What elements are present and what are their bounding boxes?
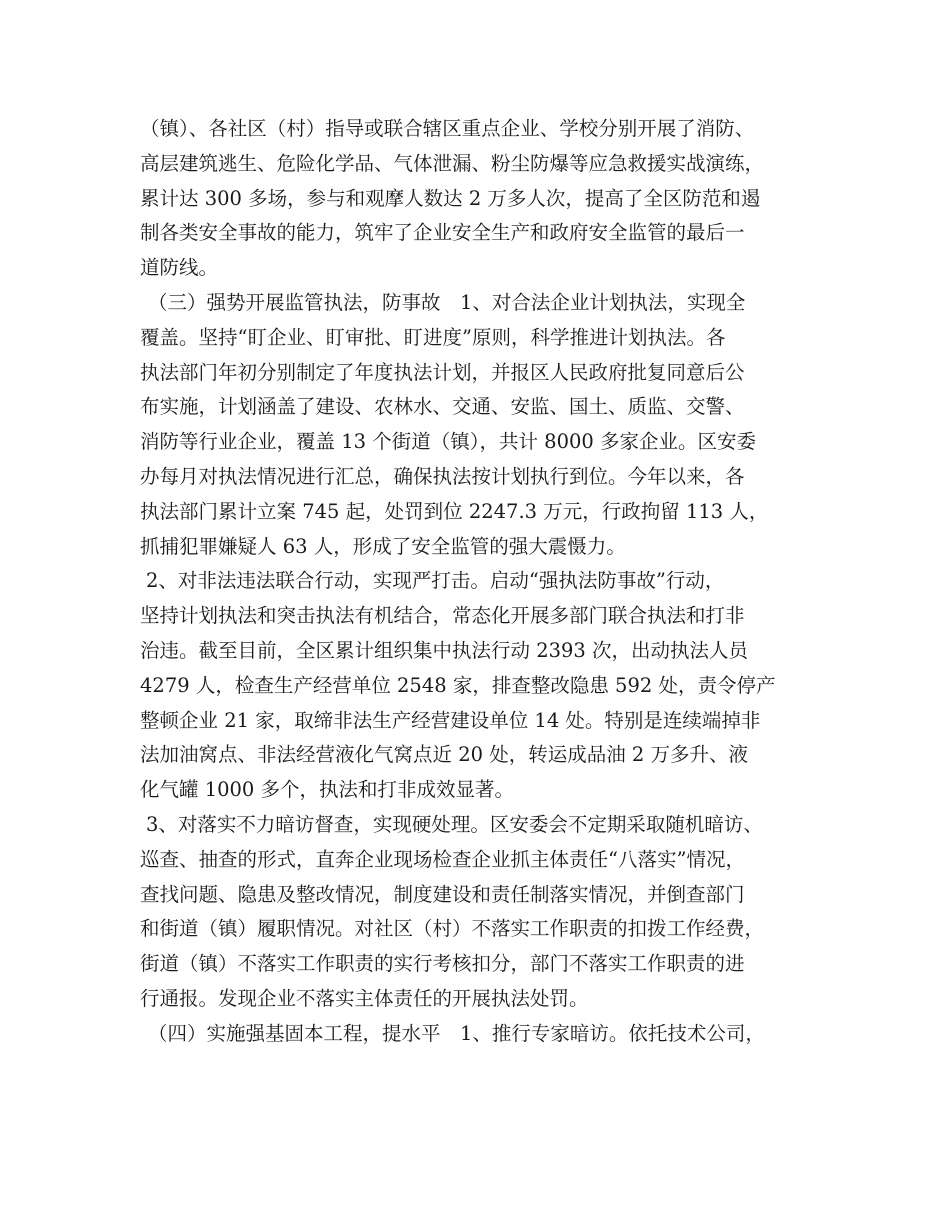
text-line: 执法部门年初分别制定了年度执法计划，并报区人民政府批复同意后公 xyxy=(140,360,745,384)
text-line: 消防等行业企业，覆盖 13 个街道（镇），共计 8000 多家企业。区安委 xyxy=(140,430,756,454)
text-line: （镇）、各社区（村）指导或联合辖区重点企业、学校分别开展了消防、 xyxy=(140,117,755,140)
text-line: 办每月对执法情况进行汇总，确保执法按计划执行到位。今年以来，各 xyxy=(140,464,745,488)
text-line: 查找问题、隐患及整改情况，制度建设和责任制落实情况，并倒查部门 xyxy=(140,882,745,906)
text-line: 抓捕犯罪嫌疑人 63 人，形成了安全监管的强大震慑力。 xyxy=(140,534,626,558)
text-line: 行通报。发现企业不落实主体责任的开展执法处罚。 xyxy=(140,986,589,1010)
text-line: 化气罐 1000 多个，执法和打非成效显著。 xyxy=(140,778,515,802)
text-line: 道防线。 xyxy=(140,256,219,280)
text-line: 布实施，计划涵盖了建设、农林水、交通、安监、国土、质监、交警、 xyxy=(140,395,745,419)
text-line: 整顿企业 21 家，取缔非法生产经营建设单位 14 处。特别是连续端掉非 xyxy=(140,708,761,732)
text-line: 累计达 300 多场，参与和观摩人数达 2 万多人次，提高了全区防范和遏 xyxy=(140,186,761,210)
text-line: 执法部门累计立案 745 起，处罚到位 2247.3 万元，行政拘留 113 人， xyxy=(140,499,769,523)
text-line: 高层建筑逃生、危险化学品、气体泄漏、粉尘防爆等应急救援实战演练， xyxy=(140,151,765,175)
text-line: 巡查、抽查的形式，直奔企业现场检查企业抓主体责任“八落实”情况， xyxy=(140,847,745,871)
text-line: 制各类安全事故的能力，筑牢了企业安全生产和政府安全监管的最后一 xyxy=(140,221,745,245)
text-line: 覆盖。坚持“盯企业、盯审批、盯进度”原则，科学推进计划执法。各 xyxy=(140,325,726,349)
document-body xyxy=(140,112,840,1052)
text-line: 法加油窝点、非法经营液化气窝点近 20 处，转运成品油 2 万多升、液 xyxy=(140,743,749,767)
section-heading-line: （三）强势开展监管执法，防事故 1、对合法企业计划执法，实现全 xyxy=(148,290,746,314)
text-line: 街道（镇）不落实工作职责的实行考核扣分，部门不落实工作职责的进 xyxy=(140,952,745,976)
section-heading-line: （四）实施强基固本工程，提水平 1、推行专家暗访。依托技术公司， xyxy=(148,1021,765,1045)
text-line: 坚持计划执法和突击执法有机结合，常态化开展多部门联合执法和打非 xyxy=(140,604,745,628)
numbered-item-line: 2、对非法违法联合行动，实现严打击。启动“强执法防事故”行动， xyxy=(146,569,725,593)
text-line: 治违。截至目前，全区累计组织集中执法行动 2393 次，出动执法人员 xyxy=(140,638,749,662)
text-line: 4279 人，检查生产经营单位 2548 家，排查整改隐患 592 处，责令停产 xyxy=(140,673,776,697)
text-line: 和街道（镇）履职情况。对社区（村）不落实工作职责的扣拨工作经费， xyxy=(140,917,765,941)
numbered-item-line: 3、对落实不力暗访督查，实现硬处理。区安委会不定期采取随机暗访、 xyxy=(146,812,763,836)
